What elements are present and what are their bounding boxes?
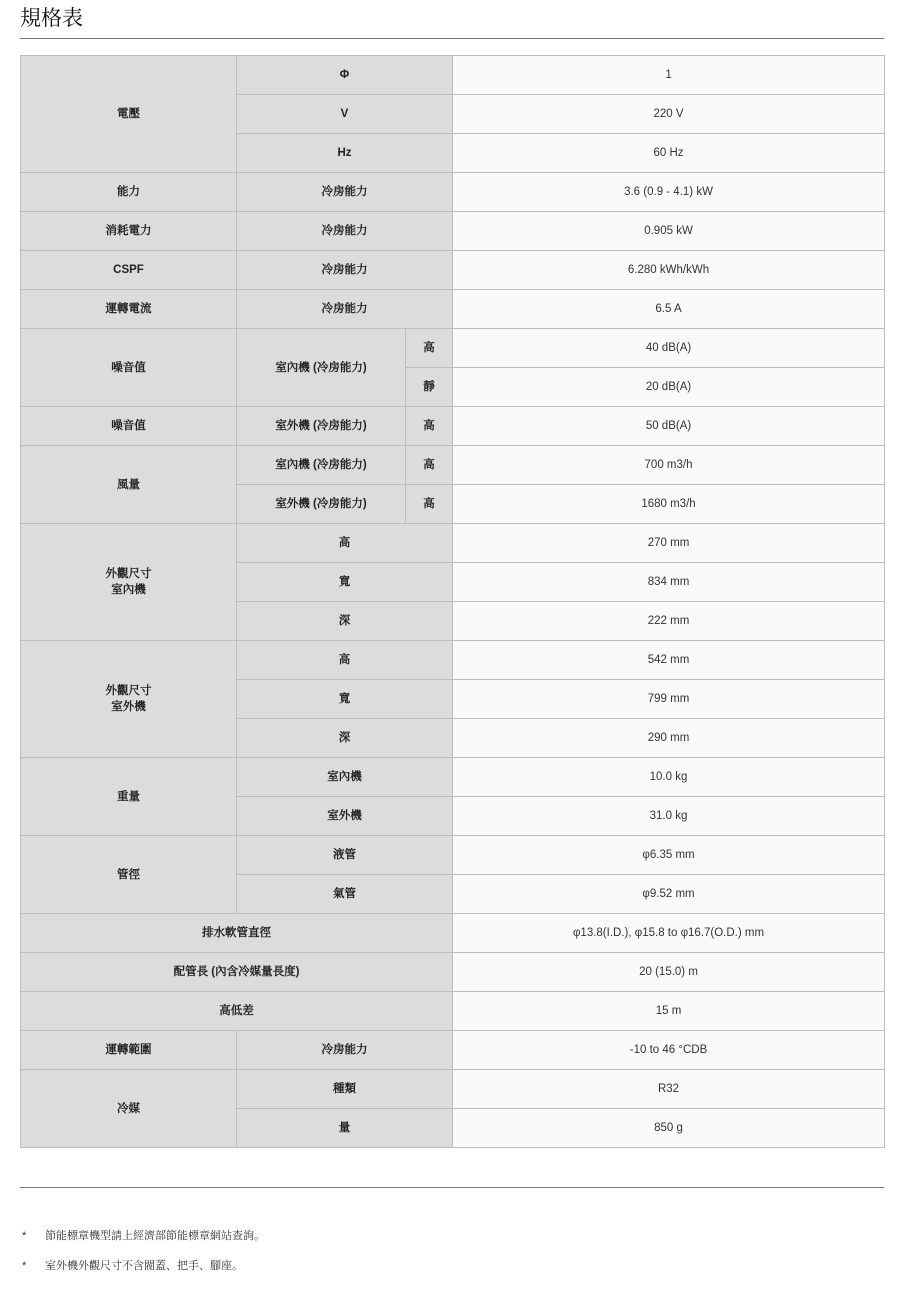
spec-label-height-diff: 高低差: [21, 992, 453, 1031]
spec-sub-refrigerant-amount: 量: [237, 1109, 453, 1148]
spec-sub-weight-outdoor: 室外機: [237, 797, 453, 836]
spec-sub-phase: Φ: [237, 56, 453, 95]
spec-sub-dim-outdoor-width: 寬: [237, 680, 453, 719]
note-text: 室外機外觀尺寸不含閥蓋、把手、腳座。: [45, 1260, 244, 1272]
spec-level-noise-indoor-quiet: 靜: [406, 368, 453, 407]
spec-sub-dim-outdoor-depth: 深: [237, 719, 453, 758]
spec-sub-airflow-indoor: 室內機 (冷房能力): [237, 446, 406, 485]
table-row: [21, 758, 885, 797]
table-row: [21, 290, 885, 329]
table-row: [21, 1031, 885, 1070]
spec-sub-dim-indoor-width: 寬: [237, 563, 453, 602]
note-marker: *: [22, 1230, 27, 1242]
page-title: 規格表: [20, 7, 83, 30]
spec-value-dim-outdoor-height: 542 mm: [453, 641, 885, 680]
spec-value-weight-outdoor: 31.0 kg: [453, 797, 885, 836]
footer-divider: [20, 1187, 884, 1188]
spec-level-noise-indoor-high: 高: [406, 329, 453, 368]
table-row: [21, 992, 885, 1031]
spec-label-airflow: 風量: [21, 446, 237, 524]
spec-sub-cspf: 冷房能力: [237, 251, 453, 290]
spec-level-noise-outdoor-high: 高: [406, 407, 453, 446]
table-row: [21, 953, 885, 992]
spec-value-current: 6.5 A: [453, 290, 885, 329]
table-row: [21, 914, 885, 953]
table-row: [21, 212, 885, 251]
spec-label-dim-outdoor-line2: 室外機: [111, 701, 146, 713]
spec-value-refrigerant-type: R32: [453, 1070, 885, 1109]
spec-label-range: 運轉範圍: [21, 1031, 237, 1070]
spec-sub-power: 冷房能力: [237, 212, 453, 251]
list-item: [20, 1256, 880, 1286]
table-row: [21, 173, 885, 212]
table-row: [21, 446, 885, 485]
table-row: [21, 329, 885, 368]
spec-label-dim-indoor-line1: 外觀尺寸: [105, 568, 152, 580]
spec-level-airflow-indoor: 高: [406, 446, 453, 485]
spec-label-voltage: 電壓: [21, 56, 237, 173]
spec-sub-freq: Hz: [237, 134, 453, 173]
spec-value-drain: φ13.8(I.D.), φ15.8 to φ16.7(O.D.) mm: [453, 914, 885, 953]
spec-sub-weight-indoor: 室內機: [237, 758, 453, 797]
spec-label-noise-indoor: 噪音值: [21, 329, 237, 407]
spec-value-noise-indoor-quiet: 20 dB(A): [453, 368, 885, 407]
spec-sub-current: 冷房能力: [237, 290, 453, 329]
spec-sub-dim-indoor-depth: 深: [237, 602, 453, 641]
spec-label-cspf: CSPF: [21, 251, 237, 290]
spec-label-weight: 重量: [21, 758, 237, 836]
spec-label-current: 運轉電流: [21, 290, 237, 329]
spec-value-freq: 60 Hz: [453, 134, 885, 173]
spec-label-pipe-length: 配管長 (內含冷媒量長度): [21, 953, 453, 992]
spec-label-dim-outdoor-line1: 外觀尺寸: [105, 685, 152, 697]
spec-value-range: -10 to 46 °CDB: [453, 1031, 885, 1070]
note-marker: *: [22, 1260, 27, 1272]
spec-level-airflow-outdoor: 高: [406, 485, 453, 524]
spec-value-cspf: 6.280 kWh/kWh: [453, 251, 885, 290]
spec-value-noise-indoor-high: 40 dB(A): [453, 329, 885, 368]
spec-value-dim-outdoor-depth: 290 mm: [453, 719, 885, 758]
spec-sub-noise-indoor: 室內機 (冷房能力): [237, 329, 406, 407]
spec-label-capacity: 能力: [21, 173, 237, 212]
spec-value-phase: 1: [453, 56, 885, 95]
spec-sub-dim-indoor-height: 高: [237, 524, 453, 563]
title-divider: [20, 38, 884, 39]
spec-sub-airflow-outdoor: 室外機 (冷房能力): [237, 485, 406, 524]
spec-value-refrigerant-amount: 850 g: [453, 1109, 885, 1148]
spec-label-dim-indoor-line2: 室內機: [111, 584, 146, 596]
spec-label-power: 消耗電力: [21, 212, 237, 251]
spec-table: [20, 55, 885, 1148]
spec-value-weight-indoor: 10.0 kg: [453, 758, 885, 797]
notes-list: [20, 1226, 880, 1286]
spec-value-airflow-outdoor: 1680 m3/h: [453, 485, 885, 524]
list-item: [20, 1226, 880, 1256]
spec-value-pipe-liquid: φ6.35 mm: [453, 836, 885, 875]
spec-label-noise-outdoor: 噪音值: [21, 407, 237, 446]
spec-label-pipe: 管徑: [21, 836, 237, 914]
spec-value-dim-outdoor-width: 799 mm: [453, 680, 885, 719]
table-row: [21, 641, 885, 680]
note-text: 節能標章機型請上經濟部節能標章網站查詢。: [45, 1230, 266, 1242]
spec-sub-range: 冷房能力: [237, 1031, 453, 1070]
spec-sub-noise-outdoor: 室外機 (冷房能力): [237, 407, 406, 446]
table-row: [21, 1070, 885, 1109]
spec-value-height-diff: 15 m: [453, 992, 885, 1031]
spec-label-dim-outdoor: [21, 641, 237, 758]
spec-sub-pipe-gas: 氣管: [237, 875, 453, 914]
spec-label-dim-indoor: [21, 524, 237, 641]
spec-value-dim-indoor-depth: 222 mm: [453, 602, 885, 641]
spec-value-dim-indoor-height: 270 mm: [453, 524, 885, 563]
spec-value-pipe-gas: φ9.52 mm: [453, 875, 885, 914]
spec-value-noise-outdoor-high: 50 dB(A): [453, 407, 885, 446]
spec-sub-volts: V: [237, 95, 453, 134]
spec-sub-pipe-liquid: 液管: [237, 836, 453, 875]
table-row: [21, 524, 885, 563]
spec-value-power: 0.905 kW: [453, 212, 885, 251]
spec-sub-dim-outdoor-height: 高: [237, 641, 453, 680]
table-row: [21, 407, 885, 446]
spec-value-volts: 220 V: [453, 95, 885, 134]
spec-value-airflow-indoor: 700 m3/h: [453, 446, 885, 485]
spec-value-dim-indoor-width: 834 mm: [453, 563, 885, 602]
spec-label-drain: 排水軟管直徑: [21, 914, 453, 953]
spec-sub-capacity: 冷房能力: [237, 173, 453, 212]
spec-value-pipe-length: 20 (15.0) m: [453, 953, 885, 992]
table-row: [21, 56, 885, 95]
spec-sub-refrigerant-type: 種類: [237, 1070, 453, 1109]
table-row: [21, 251, 885, 290]
table-row: [21, 836, 885, 875]
spec-value-capacity: 3.6 (0.9 - 4.1) kW: [453, 173, 885, 212]
spec-label-refrigerant: 冷媒: [21, 1070, 237, 1148]
